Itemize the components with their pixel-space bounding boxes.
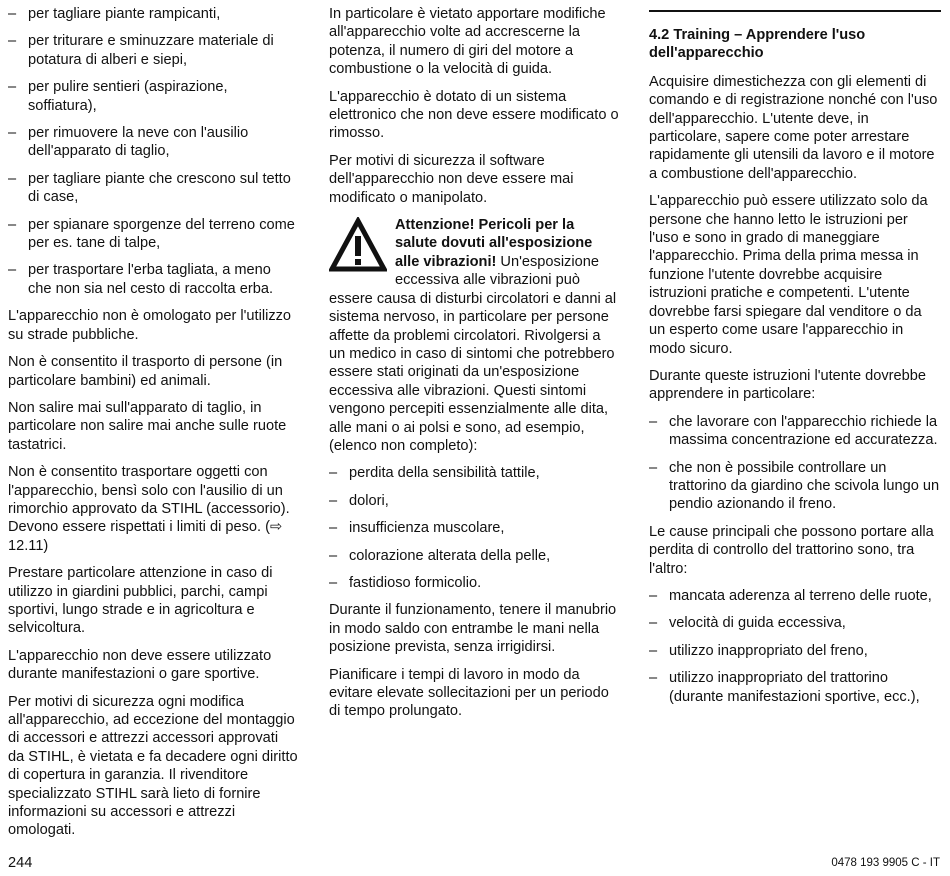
- list-item: – che non è possibile controllare un trattorino da giardino che scivola lungo un pendio azionando il freno.: [649, 459, 941, 514]
- list-item: – dolori,: [329, 492, 619, 510]
- document-code: 0478 193 9905 C - IT: [831, 857, 940, 869]
- paragraph: L'apparecchio è dotato di un sistema elettronico che non deve essere modificato o rimosso.: [329, 88, 619, 142]
- column-middle: [329, 0, 619, 730]
- list-item: – che lavorare con l'apparecchio richiede la massima concentrazione ed accuratezza.: [649, 413, 941, 450]
- list-item: – per spianare sporgenze del terreno come per es. tane di talpe,: [8, 216, 298, 253]
- list-item: – per rimuovere la neve con l'ausilio dell'apparato di taglio,: [8, 124, 298, 161]
- training-topics-list: [649, 413, 941, 514]
- list-item: – perdita della sensibilità tattile,: [329, 464, 619, 482]
- column-right: [649, 0, 941, 715]
- paragraph: Le cause principali che possono portare alla perdita di controllo del trattorino sono, tra l'altro:: [649, 523, 934, 577]
- paragraph: Per motivi di sicurezza il software dell'apparecchio non deve essere mai modificato o manipolato.: [329, 152, 574, 206]
- paragraph: Durante il funzionamento, tenere il manubrio in modo saldo con entrambe le mani nella posizione prevista, senza irrigidirsi.: [329, 602, 617, 656]
- list-item: – fastidioso formicolio.: [329, 574, 619, 592]
- prohibited-uses-list: [8, 5, 298, 298]
- list-item: – insufficienza muscolare,: [329, 519, 619, 537]
- list-item: – colorazione alterata della pelle,: [329, 547, 619, 565]
- list-item: – per pulire sentieri (aspirazione, soffiatura),: [8, 78, 298, 115]
- paragraph: L'apparecchio può essere utilizzato solo da persone che hanno letto le istruzioni per l'uso e sono in grado di maneggiare l'apparecchio. Prima della prima messa in funzione l'utente dovrebbe acquisire istruzioni pratiche e competenti. L'utente dovrebbe farsi spiegare dal venditore o da un esperto come usare l'apparecchio in modo sicuro.: [649, 193, 928, 357]
- list-item: – utilizzo inappropriato del freno,: [649, 642, 941, 660]
- list-item: – per tagliare piante che crescono sul tetto di case,: [8, 170, 298, 207]
- section-heading: 4.2 Training – Apprendere l'uso dell'apparecchio: [649, 27, 866, 62]
- vibration-warning: [329, 216, 619, 455]
- paragraph: L'apparecchio non deve essere utilizzato durante manifestazioni o gare sportive.: [8, 647, 272, 683]
- paragraph: Non salire mai sull'apparato di taglio, in particolare non salire mai anche sulle ruote tastatrici.: [8, 399, 287, 453]
- warning-triangle-icon: [329, 217, 387, 273]
- list-item: – per trasportare l'erba tagliata, a meno che non sia nel cesto di raccolta erba.: [8, 261, 298, 298]
- list-item: – velocità di guida eccessiva,: [649, 614, 941, 632]
- paragraph: L'apparecchio non è omologato per l'utilizzo su strade pubbliche.: [8, 308, 292, 343]
- list-item: – per triturare e sminuzzare materiale di potatura di alberi e siepi,: [8, 32, 298, 69]
- list-item: – per tagliare piante rampicanti,: [8, 5, 298, 23]
- list-item: – mancata aderenza al terreno delle ruote,: [649, 587, 941, 605]
- symptoms-list: [329, 464, 619, 592]
- warning-title: Attenzione! Pericoli per la salute dovuti all'esposizione alle vibrazioni!: [395, 217, 593, 270]
- paragraph: Durante queste istruzioni l'utente dovrebbe apprendere in particolare:: [649, 367, 926, 403]
- paragraph: Pianificare i tempi di lavoro in modo da evitare elevate sollecitazioni per un periodo di tempo prolungato.: [329, 666, 609, 720]
- section-divider: [649, 10, 941, 12]
- paragraph: Non è consentito il trasporto di persone (in particolare bambini) ed animali.: [8, 354, 283, 389]
- paragraph: In particolare è vietato apportare modifiche all'apparecchio volte ad accrescerne la potenza, il numero di giri del motore a combustione o la velocità di guida.: [329, 6, 606, 78]
- column-left: [8, 0, 298, 849]
- paragraph: Prestare particolare attenzione in caso di utilizzo in giardini pubblici, parchi, campi sportivi, lungo strade e in agricoltura e selvicoltura.: [8, 565, 273, 637]
- paragraph: Acquisire dimestichezza con gli elementi di comando e di registrazione nonché con l'uso dell'apparecchio. L'utente deve, in particolare, sapere come poter arrestare rapidamente gli utensili da lavoro e il motore a combustione dell'apparecchio.: [649, 73, 938, 182]
- paragraph: Non è consentito trasportare oggetti con l'apparecchio, bensì solo con l'ausilio di un rimorchio approvato da STIHL (accessorio). Devono essere rispettati i limiti di peso. (⇨ 12.11): [8, 464, 290, 554]
- loss-of-control-causes-list: [649, 587, 941, 706]
- warning-body: Un'esposizione eccessiva alle vibrazioni può essere causa di disturbi circolatori e danni al sistema nervoso, in particolare per persone affette da problemi circolatori. Rivolgersi a un medico in caso di sintomi che potrebbero essere stati originati da un'esposizione eccessiva alle vibrazioni. Questi sintomi vengono percepiti essenzialmente alle dita, alle mani o ai polsi e sono, ad esempio, (elenco non completo):: [329, 253, 617, 454]
- list-item: – utilizzo inappropriato del trattorino (durante manifestazioni sportive, ecc.),: [649, 669, 941, 706]
- page-number: 244: [8, 855, 33, 871]
- paragraph: Per motivi di sicurezza ogni modifica all'apparecchio, ad eccezione del montaggio di accessori e attrezzi accessori approvati da STIHL, è vietata e fa decadere ogni diritto di copertura in garanzia. Il rivenditore specializzato STIHL sarà lieto di fornire informazioni su accessori e attrezzi omologati.: [8, 693, 298, 839]
